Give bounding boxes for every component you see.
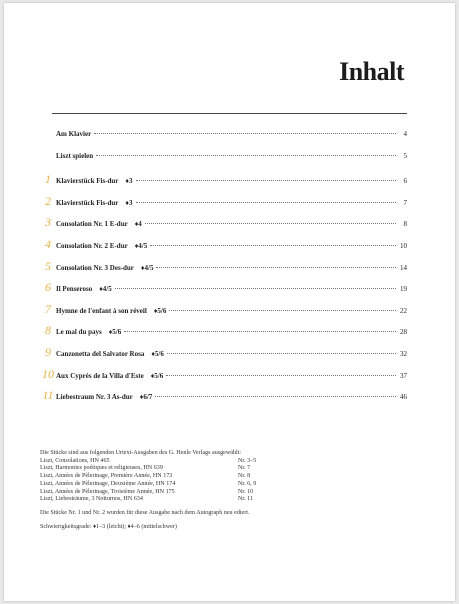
toc-title: Consolation Nr. 1 E-dur [56, 220, 128, 229]
toc-entry[interactable] [40, 389, 407, 411]
dot-leader [166, 375, 396, 376]
difficulty-rating: ♦3 [125, 198, 133, 207]
toc-number: 10 [42, 366, 54, 381]
toc-page: 46 [400, 393, 407, 402]
toc-page: 8 [403, 220, 407, 229]
toc-entry[interactable] [40, 216, 407, 238]
toc-number: 4 [45, 236, 51, 251]
dot-leader [156, 267, 396, 268]
toc-page: 19 [400, 285, 407, 294]
edition-notes [40, 450, 420, 531]
toc-number: 7 [45, 301, 51, 316]
difficulty-rating: ♦4 [134, 220, 142, 229]
toc-entry[interactable] [40, 346, 407, 368]
difficulty-rating: ♦5/6 [153, 306, 167, 315]
edition-numbers: Nr. 10 [238, 488, 254, 495]
edition-row [40, 481, 420, 489]
dot-leader [169, 310, 396, 311]
toc-entry[interactable] [40, 303, 407, 325]
difficulty-rating: ♦3 [125, 177, 133, 186]
edition-row [40, 465, 420, 473]
edition-title: Liszt, Liebesträume, 3 Notturnos, HN 634 [40, 496, 143, 503]
edition-title: Liszt, Consolations, HN 465 [40, 457, 110, 464]
edition-title: Liszt, Harmonies poétiques et religieuses, HN 639 [40, 465, 163, 472]
toc-title: Am Klavier [56, 130, 92, 138]
difficulty-rating: ♦5/6 [151, 349, 164, 358]
toc-title: Il Penseroso [56, 285, 93, 294]
difficulty-legend: Schwierigkeitsgrade: ♦1–3 (leicht); ♦4–6 (mittelschwer) [40, 523, 177, 530]
difficulty-rating: ♦4/5 [99, 285, 112, 294]
toc-title: Le mal du pays [56, 328, 102, 337]
toc-number: 8 [45, 323, 51, 338]
toc-title: Liebestraum Nr. 3 As-dur [56, 393, 133, 402]
edition-row [40, 489, 420, 497]
edition-title: Liszt, Années de Pèlerinage, Première Année, HN 173 [40, 473, 173, 480]
difficulty-rating: ♦4/5 [134, 241, 148, 250]
edition-numbers: Nr. 3–5 [238, 457, 257, 464]
toc-page: 32 [400, 349, 407, 358]
dot-leader [167, 353, 396, 354]
toc-page: 4 [403, 130, 407, 138]
toc-page: 5 [403, 151, 407, 160]
toc-page: 22 [400, 306, 407, 315]
dot-leader [136, 180, 397, 181]
toc-entry[interactable] [40, 173, 407, 195]
toc-entry[interactable] [40, 368, 407, 390]
toc-title: Aux Cyprès de la Villa d'Este [56, 371, 144, 380]
dot-leader [96, 155, 396, 156]
edition-row [40, 458, 420, 466]
toc-number: 1 [45, 172, 51, 187]
toc-page: 10 [400, 241, 407, 250]
difficulty-rating: ♦5/6 [108, 328, 122, 337]
difficulty-rating: ♦6/7 [139, 393, 153, 402]
toc-page: 6 [403, 177, 407, 186]
toc-number: 9 [45, 344, 51, 359]
edition-numbers: Nr. 7 [238, 465, 251, 472]
edition-row [40, 496, 420, 504]
toc-number: 6 [45, 280, 51, 295]
edition-numbers: Nr. 8 [238, 473, 251, 480]
edition-numbers: Nr. 6, 9 [238, 480, 257, 487]
table-of-contents [40, 130, 407, 411]
toc-number: 5 [45, 258, 51, 273]
toc-entry[interactable] [40, 195, 407, 217]
edition-title: Liszt, Années de Pèlerinage, Deuxième Année, HN 174 [40, 480, 176, 487]
dot-leader [145, 223, 396, 224]
toc-title: Consolation Nr. 3 Des-dur [56, 263, 134, 272]
difficulty-rating: ♦4/5 [140, 263, 154, 272]
toc-title: Canzonetta del Salvator Rosa [56, 349, 145, 358]
dot-leader [115, 288, 396, 289]
toc-title: Consolation Nr. 2 E-dur [56, 241, 128, 250]
toc-entry[interactable] [40, 238, 407, 260]
autograph-note: Die Stücke Nr. 1 und Nr. 2 wurden für diese Ausgabe nach dem Autograph neu ediert. [40, 509, 250, 516]
toc-page: 28 [400, 328, 407, 337]
difficulty-rating: ♦5/6 [150, 371, 164, 380]
dot-leader [150, 245, 396, 246]
toc-entry[interactable] [40, 152, 407, 174]
dot-leader [124, 331, 396, 332]
document-page [4, 3, 455, 601]
toc-page: 14 [400, 263, 407, 272]
toc-title: Hymne de l'enfant à son réveil [56, 306, 147, 315]
toc-entry[interactable] [40, 260, 407, 282]
toc-number: 3 [45, 215, 51, 230]
page-title: Inhalt [339, 57, 404, 86]
toc-page: 7 [403, 198, 407, 207]
toc-number: 2 [45, 193, 51, 208]
toc-entry[interactable] [40, 324, 407, 346]
edition-numbers: Nr. 11 [238, 496, 254, 503]
toc-number: 11 [42, 388, 54, 403]
dot-leader [94, 133, 396, 134]
toc-title: Liszt spielen [56, 151, 94, 160]
toc-page: 37 [400, 371, 407, 380]
toc-title: Klavierstück Fis-dur [56, 198, 119, 207]
toc-entry[interactable] [40, 281, 407, 303]
dot-leader [136, 202, 397, 203]
toc-title: Klavierstück Fis-dur [56, 177, 119, 186]
edition-row [40, 473, 420, 481]
dot-leader [155, 396, 396, 397]
toc-entry[interactable] [40, 130, 407, 152]
notes-intro: Die Stücke sind aus folgenden Urtext-Ausgaben des G. Henle Verlags ausgewählt: [40, 450, 242, 456]
edition-title: Liszt, Années de Pèlerinage, Troisième Année, HN 175 [40, 488, 175, 495]
title-rule [52, 113, 407, 114]
